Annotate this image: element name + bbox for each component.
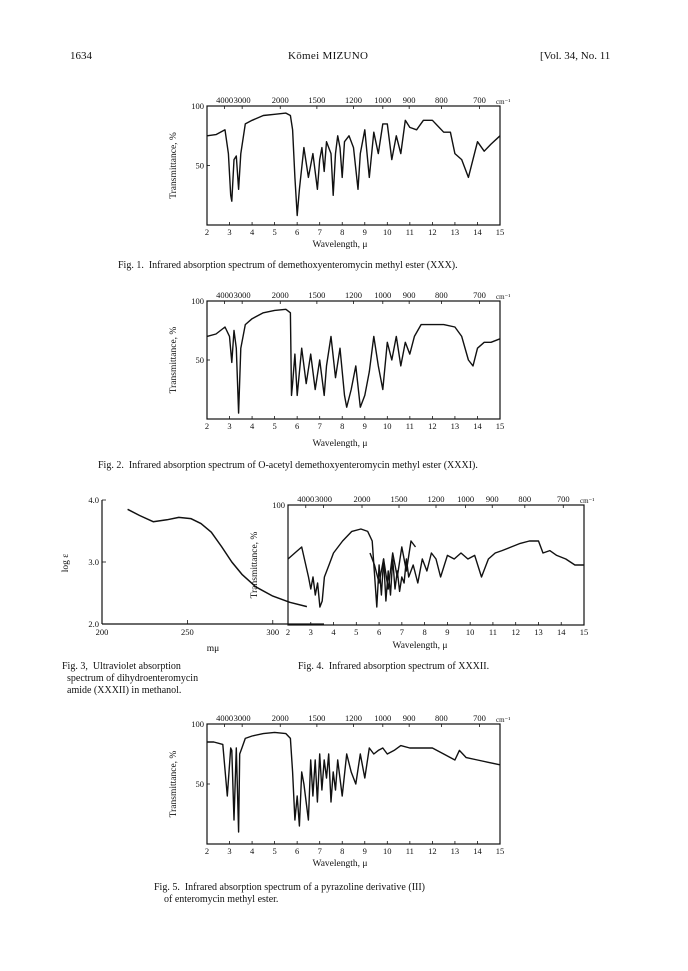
y-axis-label: Transmittance, %: [169, 132, 179, 199]
x-tick-label: 15: [495, 227, 505, 237]
x-tick-label: 13: [450, 846, 460, 856]
x-tick-label: 3: [227, 421, 232, 431]
x-tick-label: 14: [473, 846, 482, 856]
top-tick-label: 900: [402, 713, 416, 723]
x-tick-label: 12: [511, 627, 520, 637]
top-tick-label: 1500: [308, 290, 326, 300]
x-axis-label: Wavelength, μ: [312, 439, 368, 449]
x-tick-label: 3: [227, 227, 232, 237]
top-tick-label: 1000: [374, 95, 392, 105]
top-tick-label: 1200: [345, 95, 362, 105]
x-tick-label: 15: [495, 421, 505, 431]
top-tick-label: 1000: [374, 713, 392, 723]
x-tick-label: 4: [249, 846, 255, 856]
top-tick-label: 2000: [271, 290, 289, 300]
y-axis-label: log ε: [61, 553, 71, 573]
y-tick-label: 100: [191, 719, 204, 729]
spectrum-line: [207, 113, 500, 215]
top-axis-unit: cm⁻¹: [496, 98, 511, 106]
x-tick-label: 11: [405, 846, 414, 856]
x-axis-label: mμ: [206, 644, 220, 654]
top-tick-label: 1500: [308, 95, 326, 105]
x-tick-label: 15: [495, 846, 505, 856]
spectrum-line: [370, 541, 416, 589]
x-tick-label: 10: [383, 421, 392, 431]
x-tick-label: 9: [362, 846, 367, 856]
x-tick-label: 11: [405, 421, 414, 431]
spectrum-line: [207, 309, 500, 413]
y-axis-label: Transmittance, %: [169, 750, 179, 818]
spectrum-line: [128, 509, 307, 606]
x-tick-label: 13: [450, 421, 460, 431]
x-tick-label: 3: [227, 846, 232, 856]
x-tick-label: 7: [317, 227, 322, 237]
top-tick-label: 700: [556, 494, 570, 504]
x-tick-label: 8: [340, 846, 345, 856]
top-tick-label: 2000: [353, 494, 371, 504]
plot-frame: [288, 505, 584, 625]
x-tick-label: 6: [295, 227, 300, 237]
x-tick-label: 12: [428, 846, 437, 856]
x-tick-label: 8: [340, 227, 345, 237]
x-tick-label: 4: [249, 227, 255, 237]
plot-frame: [207, 106, 500, 225]
x-tick-label: 14: [556, 627, 566, 637]
x-tick-label: 7: [317, 421, 322, 431]
x-tick-label: 6: [295, 846, 300, 856]
top-tick-label: 4000: [297, 494, 315, 504]
y-tick-label: 2.0: [88, 619, 99, 629]
y-tick-label: 100: [272, 500, 285, 510]
top-tick-label: 900: [485, 494, 499, 504]
figure-2-caption: Fig. 2. Infrared absorption spectrum of O-acetyl demethoxyenteromycin methyl ester (XXXI).: [98, 460, 478, 471]
figure-3-caption: Fig. 3, Ultraviolet absorption spectrum of dihydroenteromycin amide (XXXII) in methanol.: [62, 661, 199, 696]
running-head-author: Kōmei MIZUNO: [288, 50, 369, 62]
x-tick-label: 13: [534, 627, 543, 637]
x-tick-label: 200: [95, 627, 109, 637]
y-axis-label: Transmittance, %: [169, 326, 179, 394]
top-tick-label: 800: [518, 494, 532, 504]
spectrum-line: [288, 529, 584, 607]
x-tick-label: 2: [204, 846, 210, 856]
x-tick-label: 250: [181, 627, 194, 637]
top-tick-label: 4000: [216, 95, 234, 105]
top-tick-label: 800: [435, 713, 448, 723]
y-tick-label: 100: [191, 101, 204, 111]
top-tick-label: 1500: [390, 494, 408, 504]
top-tick-label: 800: [435, 290, 448, 300]
top-tick-label: 2000: [271, 95, 289, 105]
x-tick-label: 8: [422, 627, 427, 637]
x-tick-label: 13: [450, 227, 460, 237]
figure-5-caption: Fig. 5. Infrared absorption spectrum of a pyrazoline derivative (III) of enteromycin methyl ester.: [154, 882, 426, 905]
x-axis-label: Wavelength, μ: [312, 859, 368, 869]
x-tick-label: 15: [579, 627, 589, 637]
top-tick-label: 1200: [345, 713, 362, 723]
figure-1-caption: Fig. 1. Infrared absorption spectrum of demethoxyenteromycin methyl ester (XXX).: [118, 260, 458, 271]
x-tick-label: 5: [354, 627, 359, 637]
y-tick-label: 100: [191, 296, 204, 306]
x-tick-label: 5: [272, 421, 277, 431]
x-tick-label: 10: [465, 627, 475, 637]
spectrum-line: [207, 732, 500, 832]
top-tick-label: 1200: [427, 494, 445, 504]
top-tick-label: 3000: [233, 95, 251, 105]
x-axis-label: Wavelength, μ: [312, 240, 368, 250]
page-number: 1634: [70, 50, 92, 62]
y-tick-label: 4.0: [88, 495, 99, 505]
x-tick-label: 5: [272, 227, 277, 237]
top-tick-label: 1200: [345, 290, 362, 300]
top-tick-label: 900: [402, 290, 416, 300]
x-tick-label: 3: [308, 627, 313, 637]
plot-frame: [207, 301, 500, 419]
y-axis-label: Transmittance, %: [250, 531, 260, 599]
x-tick-label: 10: [383, 846, 392, 856]
figure-4-caption: Fig. 4. Infrared absorption spectrum of XXXII.: [298, 661, 490, 672]
x-tick-label: 11: [405, 227, 414, 237]
top-axis-unit: cm⁻¹: [580, 497, 595, 505]
x-tick-label: 5: [272, 846, 277, 856]
top-tick-label: 900: [402, 95, 416, 105]
top-tick-label: 3000: [233, 713, 251, 723]
top-tick-label: 3000: [233, 290, 251, 300]
x-tick-label: 12: [428, 227, 437, 237]
x-tick-label: 300: [266, 627, 280, 637]
x-tick-label: 4: [331, 627, 336, 637]
top-tick-label: 2000: [271, 713, 289, 723]
x-tick-label: 9: [445, 627, 450, 637]
top-tick-label: 1000: [374, 290, 392, 300]
y-tick-label: 50: [195, 160, 204, 171]
top-tick-label: 700: [473, 290, 486, 300]
x-tick-label: 7: [317, 846, 322, 856]
top-tick-label: 4000: [216, 290, 234, 300]
x-tick-label: 7: [399, 627, 404, 637]
top-tick-label: 700: [473, 95, 486, 105]
x-axis-label: Wavelength, μ: [392, 641, 448, 651]
y-tick-label: 50: [195, 355, 204, 365]
top-tick-label: 700: [473, 713, 486, 723]
x-tick-label: 2: [285, 627, 291, 637]
top-tick-label: 1500: [308, 713, 326, 723]
x-tick-label: 11: [488, 627, 498, 637]
x-tick-label: 14: [473, 421, 482, 431]
x-tick-label: 6: [376, 627, 382, 637]
running-head-volume: [Vol. 34, No. 11: [540, 50, 611, 62]
x-tick-label: 4: [249, 421, 255, 431]
top-tick-label: 4000: [216, 713, 234, 723]
x-tick-label: 10: [383, 227, 392, 237]
y-tick-label: 3.0: [88, 557, 99, 567]
x-tick-label: 8: [340, 421, 345, 431]
x-tick-label: 6: [295, 421, 300, 431]
x-tick-label: 2: [204, 421, 210, 431]
top-tick-label: 1000: [457, 494, 475, 504]
x-tick-label: 2: [204, 227, 210, 237]
top-axis-unit: cm⁻¹: [496, 293, 511, 301]
y-tick-label: 50: [195, 779, 204, 789]
top-tick-label: 3000: [315, 494, 333, 504]
x-tick-label: 9: [362, 421, 367, 431]
plot-frame: [207, 724, 500, 844]
x-tick-label: 14: [473, 227, 482, 237]
top-tick-label: 800: [435, 95, 448, 105]
x-tick-label: 12: [428, 421, 437, 431]
top-axis-unit: cm⁻¹: [496, 716, 511, 724]
x-tick-label: 9: [362, 227, 367, 237]
